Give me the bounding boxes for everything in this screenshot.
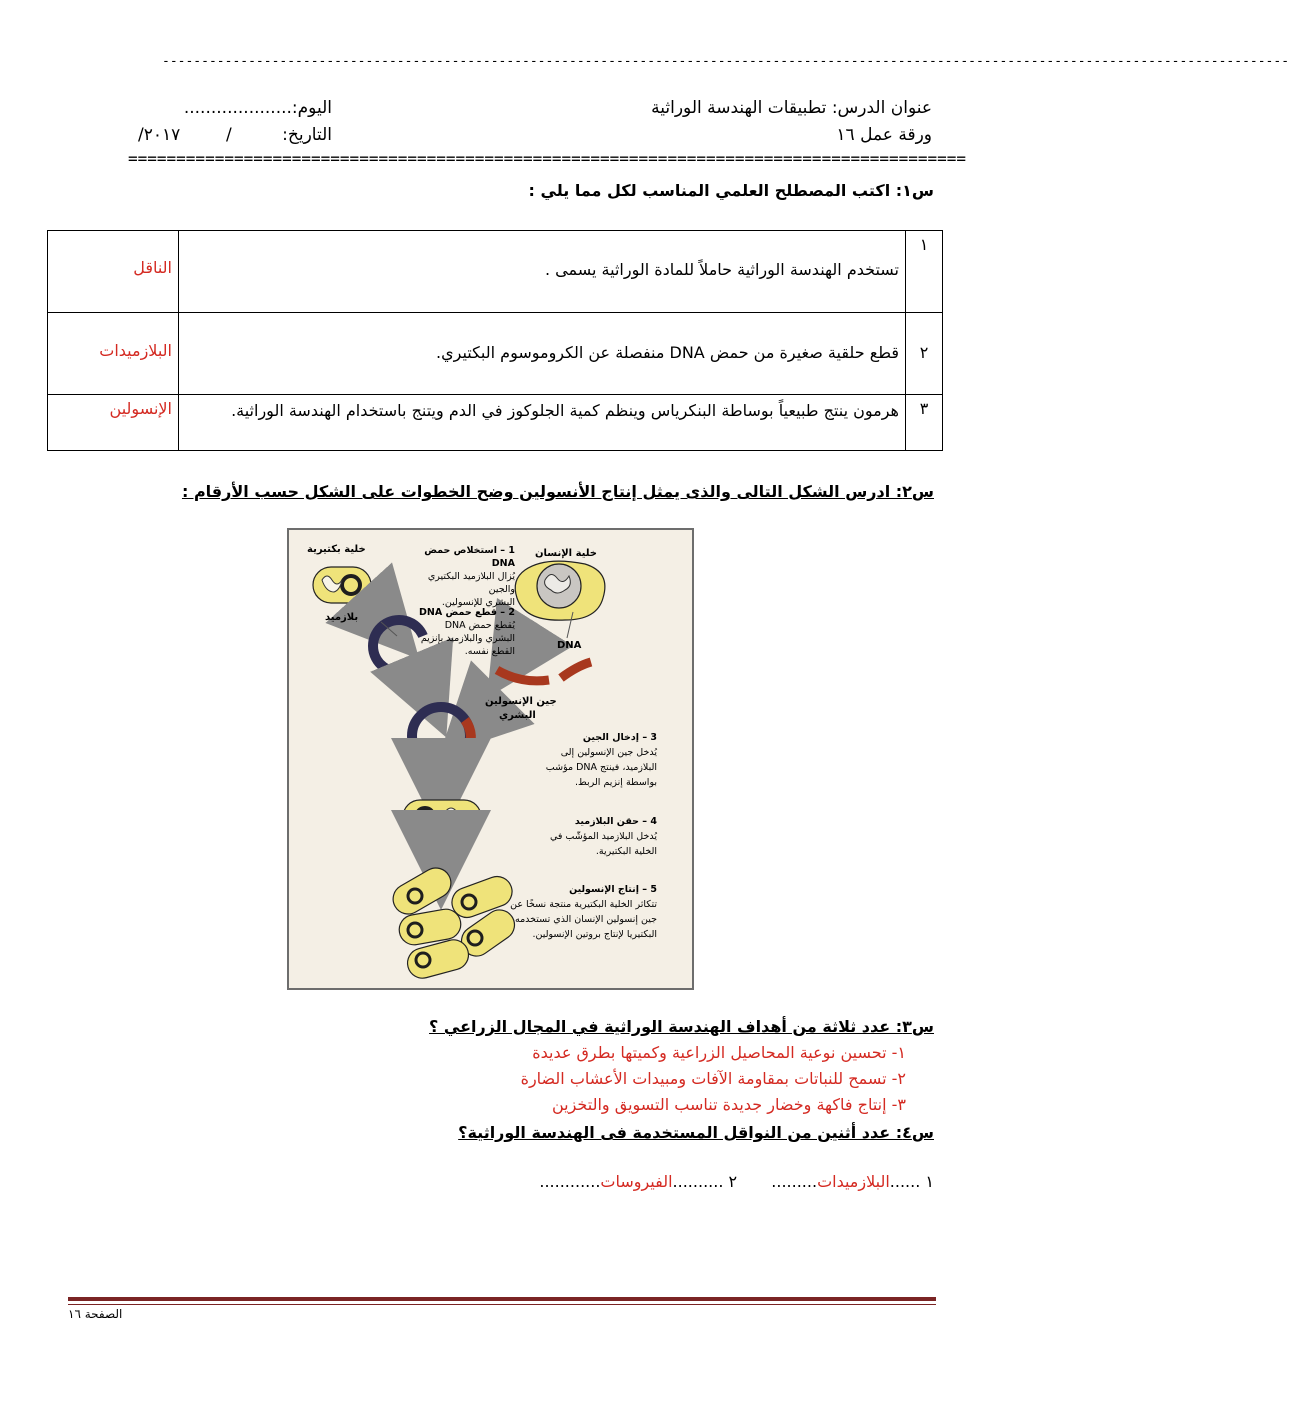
q4-item-1-tail: ......... bbox=[771, 1172, 818, 1191]
table-row bbox=[48, 313, 943, 395]
step-3-title: 3 – إدخال الجين bbox=[582, 732, 657, 743]
footer-rule-thin bbox=[68, 1304, 936, 1305]
step-5-text bbox=[495, 882, 657, 942]
date-year: /٢٠١٧ bbox=[138, 125, 181, 145]
q4-item-2-answer: الفيروسات bbox=[600, 1172, 673, 1191]
table-row bbox=[48, 395, 943, 451]
recombinant-plasmid-icon bbox=[412, 707, 471, 765]
page-number: الصفحة ١٦ bbox=[68, 1307, 123, 1321]
date-label: التاريخ: bbox=[282, 125, 332, 145]
row-answer: البلازميدات bbox=[48, 313, 179, 395]
q4-item-1-answer: البلازميدات bbox=[817, 1172, 890, 1191]
lesson-title: عنوان الدرس: تطبيقات الهندسة الوراثية bbox=[651, 98, 932, 118]
q4-item-1-number: ١ ...... bbox=[889, 1172, 934, 1191]
q4-item-2-tail: ............ bbox=[539, 1172, 601, 1191]
step-3-line: البلازميد، فينتج DNA مؤشب bbox=[545, 762, 657, 773]
row-question: قطع حلقية صغيرة من حمض DNA منفصلة عن الكروموسوم البكتيري. bbox=[179, 313, 906, 395]
injected-bacterium-icon bbox=[403, 800, 481, 834]
step-4-text bbox=[521, 814, 657, 859]
q3-title: س٣: عدد ثلاثة من أهداف الهندسة الوراثية في المجال الزراعي ؟ bbox=[429, 1017, 934, 1036]
label-plasmid: بلازميد bbox=[325, 612, 359, 623]
step-1-text bbox=[399, 544, 515, 609]
top-dashed-rule: ------------------------------------------------------------------------------------------------------------------------------------------------ bbox=[162, 54, 1289, 69]
q4-item-2-number: ٢ .......... bbox=[672, 1172, 738, 1191]
row-number: ٢ bbox=[906, 313, 943, 395]
step-5-line: تتكاثر الخلية البكتيرية منتجة نسخًا عن bbox=[510, 899, 657, 910]
row-question: تستخدم الهندسة الوراثية حاملاً للمادة الوراثية يسمى . bbox=[179, 231, 906, 313]
step-1-line: يُزال البلازميد البكتيري والجين bbox=[427, 571, 515, 595]
human-cell-icon bbox=[515, 561, 605, 620]
step-2-line: يُقطع حمض DNA bbox=[444, 620, 515, 631]
step-4-line: يُدخل البلازميد المؤشّب في bbox=[549, 831, 657, 842]
day-field: اليوم:.................... bbox=[183, 98, 332, 118]
label-human-cell: خلية الإنسان bbox=[535, 548, 598, 559]
step-2-line: القطع نفسه. bbox=[464, 646, 515, 657]
row-answer: الإنسولين bbox=[48, 395, 179, 451]
step-1-title: 1 – استخلاص حمض DNA bbox=[424, 545, 515, 569]
dna-fragments-icon bbox=[497, 662, 591, 681]
table-row bbox=[48, 231, 943, 313]
label-dna: DNA bbox=[557, 640, 582, 651]
row-number: ٣ bbox=[906, 395, 943, 451]
q1-title: س١: اكتب المصطلح العلمي المناسب لكل مما يلي : bbox=[528, 181, 934, 200]
row-answer: الناقل bbox=[48, 231, 179, 313]
header-separator: ======================================================================================= bbox=[128, 149, 967, 168]
q2-title: س٢: ادرس الشكل التالى والذى يمثل إنتاج الأنسولين وضح الخطوات على الشكل حسب الأرقام : bbox=[181, 482, 934, 501]
terms-table bbox=[47, 230, 943, 451]
step-2-text bbox=[419, 606, 515, 658]
footer-rule-thick bbox=[68, 1297, 936, 1301]
q3-answer-1: ١- تحسين نوعية المحاصيل الزراعية وكميتها بطرق عديدة bbox=[532, 1043, 906, 1062]
step-2-line: البشري والبلازميد بإنزيم bbox=[420, 633, 515, 644]
step-3-line: يُدخل جين الإنسولين إلى bbox=[560, 747, 657, 758]
label-bacterial-cell: خلية بكتيرية bbox=[307, 544, 366, 555]
q3-answer-2: ٢- تسمح للنباتات بمقاومة الآفات ومبيدات الأعشاب الضارة bbox=[520, 1069, 906, 1088]
step-4-line: الخلية البكتيرية. bbox=[595, 846, 657, 857]
date-slash: / bbox=[226, 125, 232, 145]
row-number: ١ bbox=[906, 231, 943, 313]
worksheet-number: ورقة عمل ١٦ bbox=[836, 125, 932, 145]
q4-title: س٤: عدد أثنين من النواقل المستخدمة فى الهندسة الوراثية؟ bbox=[458, 1123, 934, 1142]
label-insulin-gene: جين الإنسولين bbox=[485, 696, 557, 707]
label-insulin-gene-human: البشري bbox=[499, 710, 536, 721]
row-question: هرمون ينتج طبيعياً بوساطة البنكرياس وينظم كمية الجلوكوز في الدم ويتنج باستخدام الهندسة الوراثية. bbox=[179, 395, 906, 451]
step-5-title: 5 – إنتاج الإنسولين bbox=[569, 884, 657, 895]
step-1-line: البشري للإنسولين. bbox=[441, 597, 515, 608]
bacterial-cell-icon bbox=[313, 567, 371, 603]
step-4-title: 4 – حقن البلازميد bbox=[574, 816, 657, 827]
step-3-line: بواسطة إنزيم الربط. bbox=[574, 777, 657, 788]
insulin-production-diagram bbox=[287, 528, 694, 990]
step-2-title: 2 – قطع حمض DNA bbox=[419, 607, 515, 618]
q4-answer-line bbox=[539, 1172, 934, 1191]
q3-answer-3: ٣- إنتاج فاكهة وخضار جديدة تناسب التسويق والتخزين bbox=[551, 1095, 906, 1114]
step-5-line: جين إنسولين الإنسان الذي تستخدمه bbox=[515, 914, 657, 925]
step-3-text bbox=[521, 730, 657, 790]
cut-plasmid-icon bbox=[373, 620, 423, 672]
step-5-line: البكتيريا لإنتاج بروتين الإنسولين. bbox=[532, 929, 657, 940]
